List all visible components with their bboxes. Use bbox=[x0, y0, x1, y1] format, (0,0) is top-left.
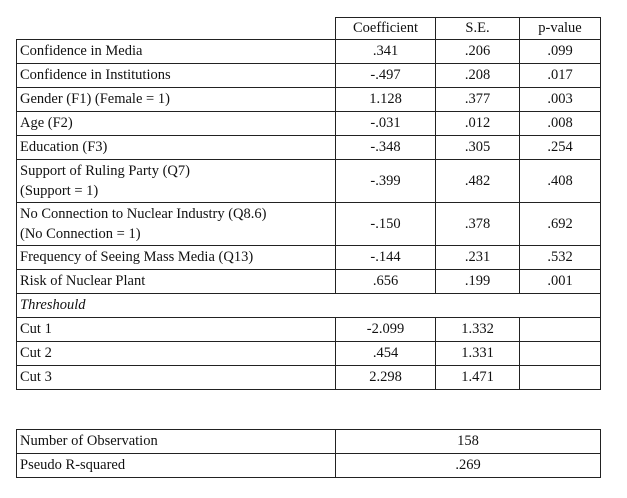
p-cell: .001 bbox=[520, 270, 601, 294]
empty-corner-cell bbox=[17, 18, 336, 40]
row-label bbox=[17, 203, 336, 246]
cut-row bbox=[17, 318, 601, 342]
threshold-row bbox=[17, 294, 601, 318]
se-cell: .378 bbox=[436, 203, 520, 246]
p-cell-empty bbox=[520, 318, 601, 342]
coef-cell: .341 bbox=[336, 40, 436, 64]
p-cell: .008 bbox=[520, 112, 601, 136]
row-label: Education (F3) bbox=[17, 136, 336, 160]
p-cell-empty bbox=[520, 342, 601, 366]
table-row bbox=[17, 112, 601, 136]
header-se: S.E. bbox=[436, 18, 520, 40]
se-cell: .199 bbox=[436, 270, 520, 294]
se-cell: .012 bbox=[436, 112, 520, 136]
model-stats-table bbox=[16, 429, 601, 478]
stats-label: Pseudo R-squared bbox=[17, 454, 336, 478]
p-cell: .532 bbox=[520, 246, 601, 270]
table-row bbox=[17, 88, 601, 112]
stats-row bbox=[17, 430, 601, 454]
regression-table bbox=[16, 17, 601, 390]
header-p-value: p-value bbox=[520, 18, 601, 40]
se-cell: .231 bbox=[436, 246, 520, 270]
coef-cell: -.031 bbox=[336, 112, 436, 136]
se-cell: .208 bbox=[436, 64, 520, 88]
row-label: Gender (F1) (Female = 1) bbox=[17, 88, 336, 112]
p-cell: .017 bbox=[520, 64, 601, 88]
se-cell: .305 bbox=[436, 136, 520, 160]
table-row bbox=[17, 270, 601, 294]
row-label: Age (F2) bbox=[17, 112, 336, 136]
p-cell: .099 bbox=[520, 40, 601, 64]
row-label: Risk of Nuclear Plant bbox=[17, 270, 336, 294]
header-row bbox=[17, 18, 601, 40]
coef-cell: 2.298 bbox=[336, 366, 436, 390]
coef-cell: .454 bbox=[336, 342, 436, 366]
se-cell: 1.331 bbox=[436, 342, 520, 366]
table-row bbox=[17, 160, 601, 203]
coef-cell: -.144 bbox=[336, 246, 436, 270]
table-row bbox=[17, 203, 601, 246]
stats-value: .269 bbox=[336, 454, 601, 478]
cut-row bbox=[17, 342, 601, 366]
cut-row bbox=[17, 366, 601, 390]
coef-cell: -.348 bbox=[336, 136, 436, 160]
se-cell: .482 bbox=[436, 160, 520, 203]
table-row bbox=[17, 40, 601, 64]
table-row bbox=[17, 64, 601, 88]
stats-label: Number of Observation bbox=[17, 430, 336, 454]
coef-cell: 1.128 bbox=[336, 88, 436, 112]
row-label: Confidence in Institutions bbox=[17, 64, 336, 88]
table-row bbox=[17, 136, 601, 160]
stats-row bbox=[17, 454, 601, 478]
cut-label: Cut 3 bbox=[17, 366, 336, 390]
header-coefficient: Coefficient bbox=[336, 18, 436, 40]
row-label-line1: No Connection to Nuclear Industry (Q8.6) bbox=[20, 206, 267, 222]
row-label-line2: (Support = 1) bbox=[20, 183, 99, 199]
row-label: Confidence in Media bbox=[17, 40, 336, 64]
coef-cell: .656 bbox=[336, 270, 436, 294]
se-cell: .377 bbox=[436, 88, 520, 112]
coef-cell: -2.099 bbox=[336, 318, 436, 342]
row-label bbox=[17, 160, 336, 203]
p-cell: .408 bbox=[520, 160, 601, 203]
cut-label: Cut 2 bbox=[17, 342, 336, 366]
p-cell: .254 bbox=[520, 136, 601, 160]
coef-cell: -.150 bbox=[336, 203, 436, 246]
se-cell: 1.471 bbox=[436, 366, 520, 390]
row-label: Frequency of Seeing Mass Media (Q13) bbox=[17, 246, 336, 270]
threshold-label: Threshould bbox=[17, 294, 601, 318]
table-row bbox=[17, 246, 601, 270]
row-label-line1: Support of Ruling Party (Q7) bbox=[20, 163, 190, 179]
coef-cell: -.399 bbox=[336, 160, 436, 203]
row-label-line2: (No Connection = 1) bbox=[20, 226, 141, 242]
p-cell: .692 bbox=[520, 203, 601, 246]
se-cell: .206 bbox=[436, 40, 520, 64]
cut-label: Cut 1 bbox=[17, 318, 336, 342]
p-cell: .003 bbox=[520, 88, 601, 112]
stats-value: 158 bbox=[336, 430, 601, 454]
se-cell: 1.332 bbox=[436, 318, 520, 342]
coef-cell: -.497 bbox=[336, 64, 436, 88]
p-cell-empty bbox=[520, 366, 601, 390]
